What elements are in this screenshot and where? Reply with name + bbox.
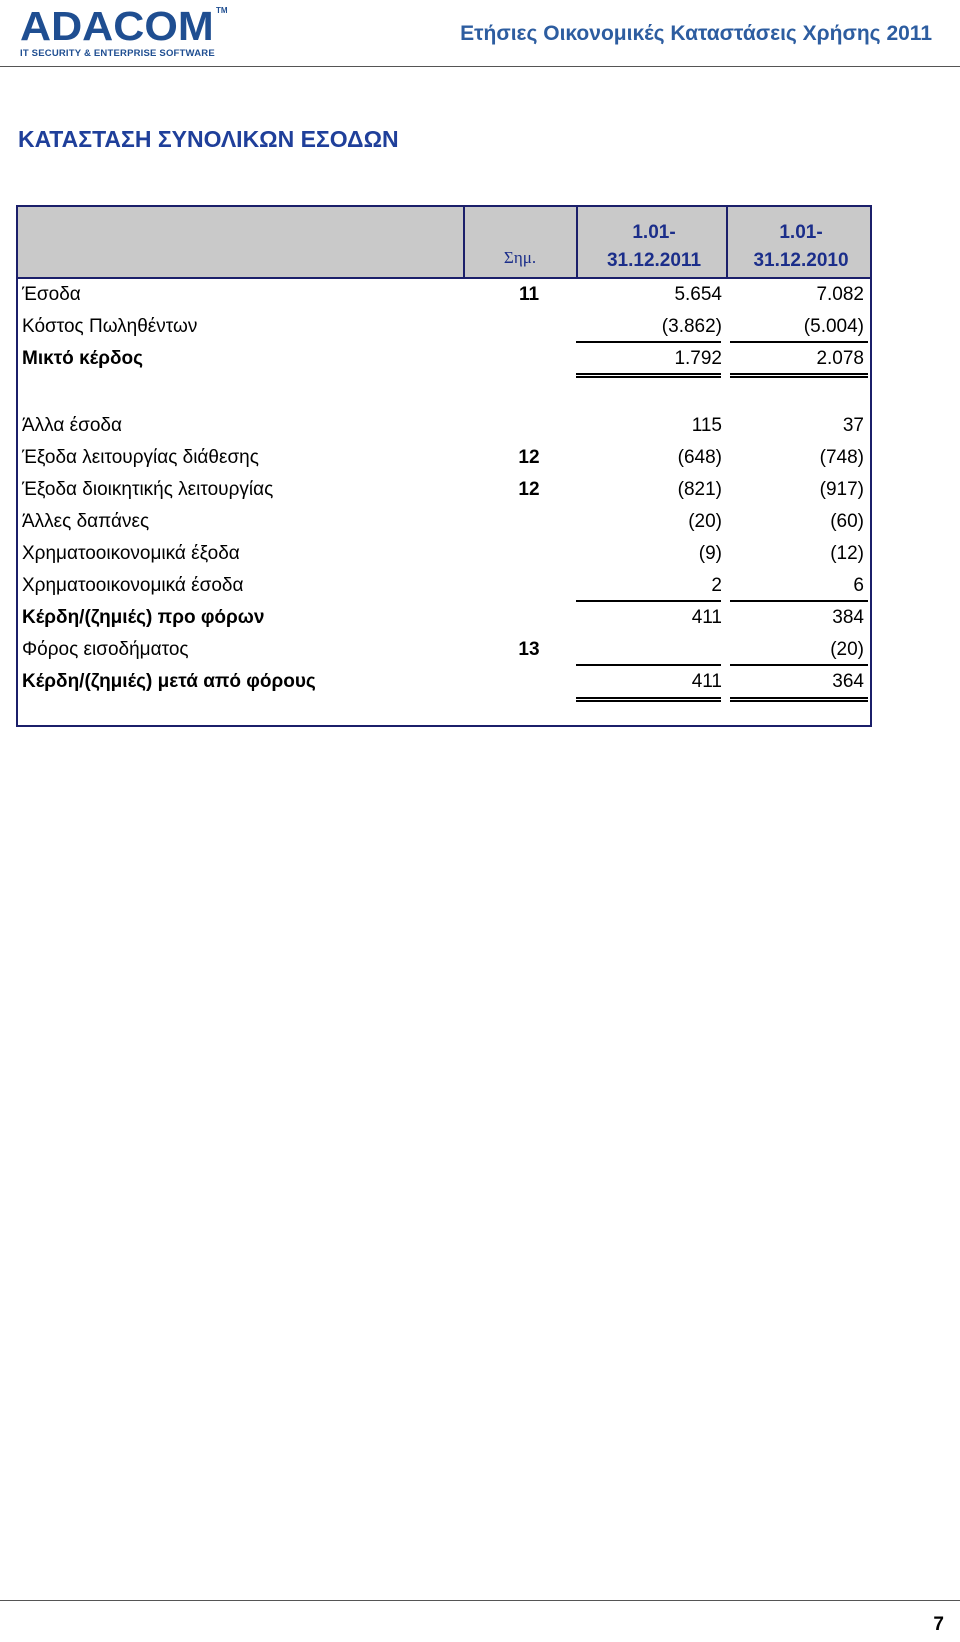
row-label: Άλλες δαπάνες <box>22 511 150 532</box>
total-rule-2010-b <box>730 700 868 702</box>
table-row <box>22 507 870 537</box>
table-row <box>22 475 870 505</box>
period-2010-header <box>734 219 868 275</box>
page-header <box>0 0 960 68</box>
row-value-2010: (20) <box>830 639 864 660</box>
row-value-2010: 37 <box>842 415 864 436</box>
row-value-2011: (648) <box>677 447 722 468</box>
total-rule-2010-a <box>730 373 868 375</box>
row-label: Άλλα έσοδα <box>22 415 122 436</box>
header-divider-2010 <box>726 207 728 277</box>
row-value-2011: (821) <box>677 479 722 500</box>
row-label: Χρηματοοικονομικά έξοδα <box>22 543 240 564</box>
table-row <box>22 603 870 633</box>
adacom-logo <box>20 3 230 62</box>
row-value-2010: (12) <box>830 543 864 564</box>
footer-divider <box>0 1600 960 1601</box>
row-value-2010: (5.004) <box>803 316 864 337</box>
row-value-2011: 1.792 <box>674 348 722 369</box>
period-2010-line1: 1.01- <box>779 222 823 243</box>
header-divider <box>0 66 960 67</box>
row-value-2010: 2.078 <box>816 348 864 369</box>
table-row <box>22 443 870 473</box>
logo-trademark: TM <box>216 6 228 15</box>
subtotal-rule-2011 <box>576 341 721 343</box>
page-number: 7 <box>933 1614 944 1635</box>
row-value-2010: 6 <box>853 575 864 596</box>
row-note: 11 <box>518 284 540 305</box>
row-label: Μικτό κέρδος <box>22 348 143 369</box>
row-label: Κόστος Πωληθέντων <box>22 316 198 337</box>
table-row <box>22 571 870 601</box>
total-rule-2011-b <box>576 376 721 378</box>
table-row <box>22 411 870 441</box>
row-note: 12 <box>518 447 540 468</box>
row-value-2011: 411 <box>691 671 722 692</box>
row-label: Έξοδα λειτουργίας διάθεσης <box>22 447 259 468</box>
period-2010-line2: 31.12.2010 <box>753 250 849 271</box>
subtotal-rule-2011 <box>576 600 721 602</box>
row-note: 12 <box>518 479 540 500</box>
row-value-2011: 115 <box>691 415 722 436</box>
subtotal-rule-2010 <box>730 600 868 602</box>
row-value-2011: (20) <box>688 511 722 532</box>
period-2011-line2: 31.12.2011 <box>606 250 702 271</box>
total-rule-2011-a <box>576 373 721 375</box>
table-row <box>22 635 870 665</box>
row-label: Έξοδα διοικητικής λειτουργίας <box>22 479 274 500</box>
table-row <box>22 344 870 374</box>
header-divider-2011 <box>576 207 578 277</box>
row-value-2011: 411 <box>691 607 722 628</box>
row-note: 13 <box>518 639 540 660</box>
row-value-2011: 2 <box>711 575 722 596</box>
row-label: Φόρος εισοδήματος <box>22 639 189 660</box>
row-value-2010: 7.082 <box>816 284 864 305</box>
row-label: Κέρδη/(ζημιές) μετά από φόρους <box>22 671 316 692</box>
page-title: ΚΑΤΑΣΤΑΣΗ ΣΥΝΟΛΙΚΩΝ ΕΣΟΔΩΝ <box>18 126 399 152</box>
row-value-2011: 5.654 <box>674 284 722 305</box>
total-rule-2011-b <box>576 700 721 702</box>
table-header <box>18 207 870 279</box>
row-value-2011: (3.862) <box>661 316 722 337</box>
income-statement-table <box>16 205 872 727</box>
table-row <box>22 539 870 569</box>
subtotal-rule-2010 <box>730 341 868 343</box>
total-rule-2010-b <box>730 376 868 378</box>
row-value-2010: (748) <box>819 447 864 468</box>
note-column-header: Σημ. <box>503 248 537 267</box>
row-value-2010: 364 <box>832 671 864 692</box>
row-value-2010: (60) <box>830 511 864 532</box>
row-label: Έσοδα <box>22 284 81 305</box>
subtotal-rule-2011 <box>576 664 721 666</box>
subtotal-rule-2010 <box>730 664 868 666</box>
row-label: Κέρδη/(ζημιές) προ φόρων <box>22 607 265 628</box>
logo-tagline: IT SECURITY & ENTERPRISE SOFTWARE <box>20 48 215 59</box>
total-rule-2010-a <box>730 697 868 699</box>
row-value-2011: (9) <box>698 543 722 564</box>
table-row <box>22 312 870 342</box>
total-rule-2011-a <box>576 697 721 699</box>
period-2011-line1: 1.01- <box>632 222 676 243</box>
row-value-2010: 384 <box>832 607 864 628</box>
report-title: Ετήσιες Οικονομικές Καταστάσεις Χρήσης 2011 <box>460 22 932 45</box>
logo-wordmark: ADACOM <box>20 3 214 49</box>
row-value-2010: (917) <box>819 479 864 500</box>
table-row <box>22 667 870 697</box>
row-label: Χρηματοοικονομικά έσοδα <box>22 575 244 596</box>
period-2011-header <box>584 219 724 275</box>
table-row <box>22 280 870 310</box>
